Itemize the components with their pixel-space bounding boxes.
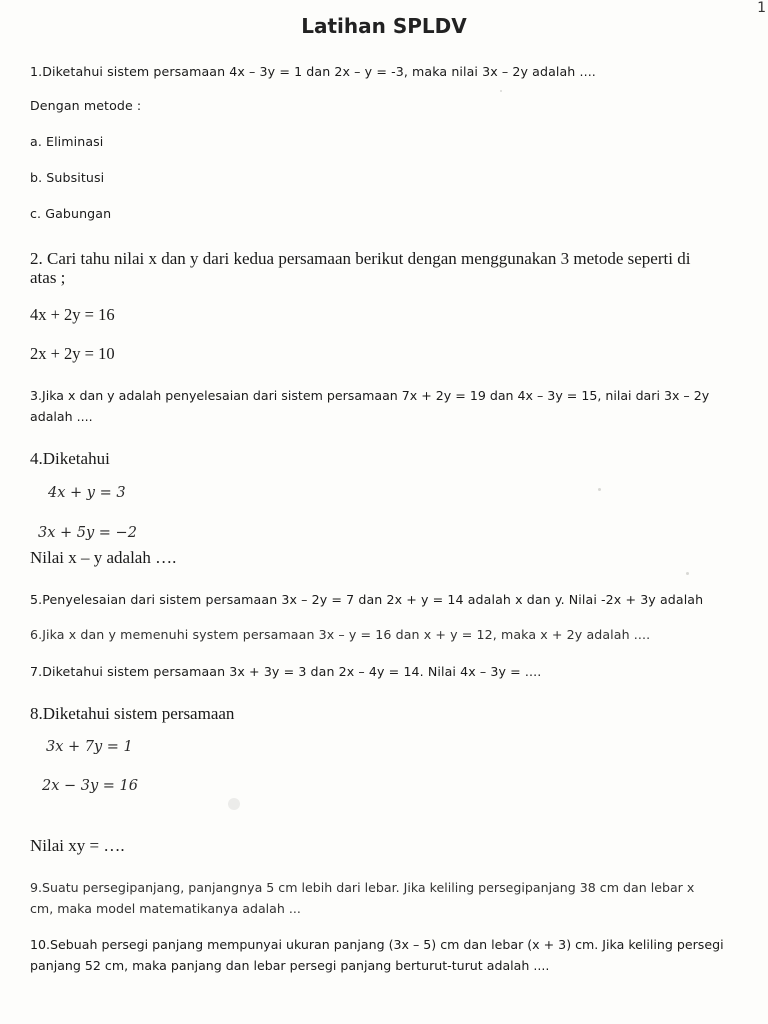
question-9: 9.Suatu persegipanjang, panjangnya 5 cm lebih dari lebar. Jika keliling persegipanjang 38 cm dan lebar x cm, maka model matematikanya adalah ... <box>30 880 695 916</box>
question-6: 6.Jika x dan y memenuhi system persamaan 3x – y = 16 dan x + y = 12, maka x + 2y adalah .... <box>30 627 651 642</box>
q8-ask: Nilai xy = …. <box>30 836 125 855</box>
question-5: 5.Penyelesaian dari sistem persamaan 3x – 2y = 7 dan 2x + y = 14 adalah x dan y. Nilai -2x + 3y adalah <box>30 592 704 607</box>
question-3: 3.Jika x dan y adalah penyelesaian dari sistem persamaan 7x + 2y = 19 dan 4x – 3y = 15, nilai dari 3x – 2y adalah .... <box>30 388 710 424</box>
question-7: 7.Diketahui sistem persamaan 3x + 3y = 3 dan 2x – 4y = 14. Nilai 4x – 3y = .... <box>30 664 542 679</box>
scan-speck <box>686 572 689 575</box>
q4-equation-1: 4x + y = 3 <box>48 485 126 501</box>
question-10: 10.Sebuah persegi panjang mempunyai ukuran panjang (3x – 5) cm dan lebar (x + 3) cm. Jika keliling persegi panjang 52 cm, maka panjang dan lebar persegi panjang berturut-turut adalah .... <box>30 937 724 973</box>
methods-heading: Dengan metode : <box>30 98 142 113</box>
scan-speck <box>228 798 240 810</box>
question-2: 2. Cari tahu nilai x dan y dari kedua persamaan berikut dengan menggunakan 3 metode seperti di atas ; <box>30 249 691 287</box>
method-option-b: b. Subsitusi <box>30 170 105 185</box>
q4-ask: Nilai x – y adalah …. <box>30 548 177 567</box>
method-option-c: c. Gabungan <box>30 206 112 221</box>
method-option-a: a. Eliminasi <box>30 134 104 149</box>
scan-speck <box>500 90 502 92</box>
page-marker: 1 <box>757 0 766 16</box>
q2-equation-1: 4x + 2y = 16 <box>30 305 115 324</box>
q8-equation-2: 2x − 3y = 16 <box>42 778 139 794</box>
scan-speck <box>598 488 601 491</box>
page-title: Latihan SPLDV <box>301 14 467 38</box>
q8-equation-1: 3x + 7y = 1 <box>46 739 133 755</box>
q2-equation-2: 2x + 2y = 10 <box>30 344 115 363</box>
question-8-heading: 8.Diketahui sistem persamaan <box>30 704 235 723</box>
question-1: 1.Diketahui sistem persamaan 4x – 3y = 1 dan 2x – y = -3, maka nilai 3x – 2y adalah .... <box>30 64 596 79</box>
question-4-heading: 4.Diketahui <box>30 449 110 468</box>
q4-equation-2: 3x + 5y = −2 <box>38 525 137 541</box>
